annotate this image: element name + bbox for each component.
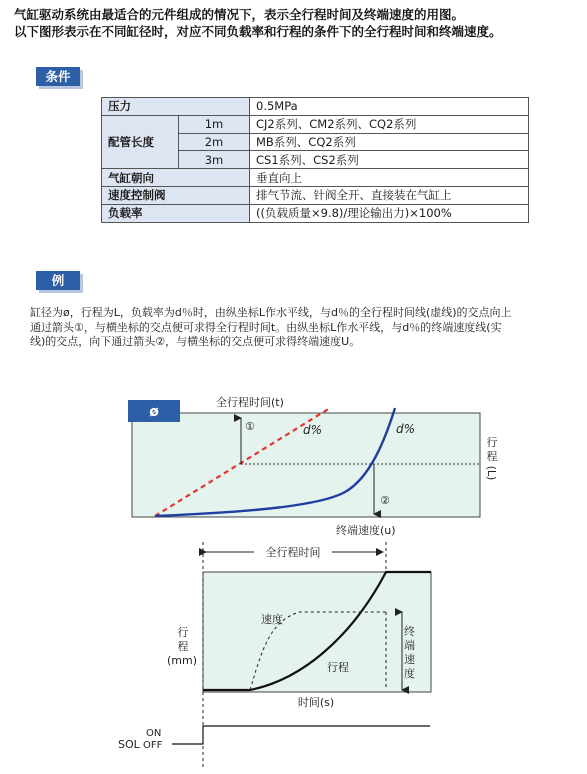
pipe-length-1: 1m	[179, 115, 250, 133]
arrow-2-label: ②	[380, 494, 390, 507]
example-tag: 例	[36, 271, 80, 290]
bottom-axis-label: 终端速度(u)	[336, 524, 396, 537]
pipe-series-2: MB系列、CQ2系列	[250, 133, 529, 151]
table-row	[102, 98, 529, 116]
stroke-time-diagram	[0, 380, 587, 540]
conditions-table	[101, 97, 529, 223]
top-axis-label: 全行程时间(t)	[216, 396, 284, 409]
intro-text	[14, 6, 584, 40]
table-row	[102, 115, 529, 133]
load-rate-value: ((负载质量×9.8)/理论输出力)×100%	[250, 204, 529, 222]
terminal-speed-2: 端	[404, 639, 415, 652]
pressure-value: 0.5MPa	[250, 98, 529, 116]
timing-diagram	[0, 540, 587, 774]
example-text	[30, 306, 570, 350]
bore-label: ø	[149, 404, 159, 420]
sol-off-label: OFF	[143, 740, 163, 751]
diagram2-plot-area	[203, 572, 431, 692]
table-row	[102, 169, 529, 187]
pressure-label: 压力	[102, 98, 250, 116]
stroke-label: 行程	[327, 661, 349, 674]
sol-signal	[172, 726, 430, 744]
y-axis-label-3: (mm)	[166, 654, 198, 667]
terminal-speed-3: 速	[404, 653, 415, 666]
right-axis-label-3: (L)	[485, 465, 498, 481]
intro-line-1: 气缸驱动系统由最适合的元件组成的情况下，表示全行程时间及终端速度的用图。	[14, 7, 465, 22]
sol-label: SOL	[118, 738, 140, 751]
orientation-label: 气缸朝向	[102, 169, 250, 187]
pipe-series-1: CJ2系列、CM2系列、CQ2系列	[250, 115, 529, 133]
load-rate-label: 负载率	[102, 204, 250, 222]
table-row	[102, 204, 529, 222]
example-line-3: 线)的交点，向下通过箭头②，与横坐标的交点便可求得终端速度U。	[30, 335, 361, 348]
pipe-series-3: CS1系列、CS2系列	[250, 151, 529, 169]
arrow-1-label: ①	[245, 420, 255, 433]
orientation-value: 垂直向上	[250, 169, 529, 187]
speed-label: 速度	[261, 613, 283, 626]
table-row	[102, 186, 529, 204]
dashed-line-label: d%	[303, 423, 323, 437]
intro-line-2: 以下图形表示在不同缸径时，对应不同负载率和行程的条件下的全行程时间和终端速度。	[14, 24, 502, 39]
valve-label: 速度控制阀	[102, 186, 250, 204]
example-line-1: 缸径为ø，行程为L，负载率为d％时，由纵坐标L作水平线，与d％的全行程时间线(虚线)的交点向上	[30, 306, 512, 319]
terminal-speed-4: 度	[404, 667, 415, 680]
terminal-speed-1: 终	[404, 625, 415, 638]
pipe-length-label: 配管长度	[102, 115, 179, 168]
y-axis-label-2: 程	[177, 640, 189, 653]
example-line-2: 通过箭头①，与横坐标的交点便可求得全行程时间t。由纵坐标L作水平线，与d％的终端速度线(实	[30, 320, 502, 334]
sol-on-label: ON	[146, 728, 162, 739]
y-axis-label-1: 行	[177, 626, 189, 639]
pipe-length-2: 2m	[179, 133, 250, 151]
right-axis-label-1: 行	[486, 436, 498, 449]
full-time-label: 全行程时间	[265, 546, 321, 559]
valve-value: 排气节流、针阀全开、直接装在气缸上	[250, 186, 529, 204]
solid-line-label: d%	[396, 422, 416, 436]
pipe-length-3: 3m	[179, 151, 250, 169]
right-axis-label-2: 程	[486, 450, 498, 463]
x-axis-label: 时间(s)	[297, 696, 335, 709]
conditions-tag: 条件	[36, 67, 80, 86]
